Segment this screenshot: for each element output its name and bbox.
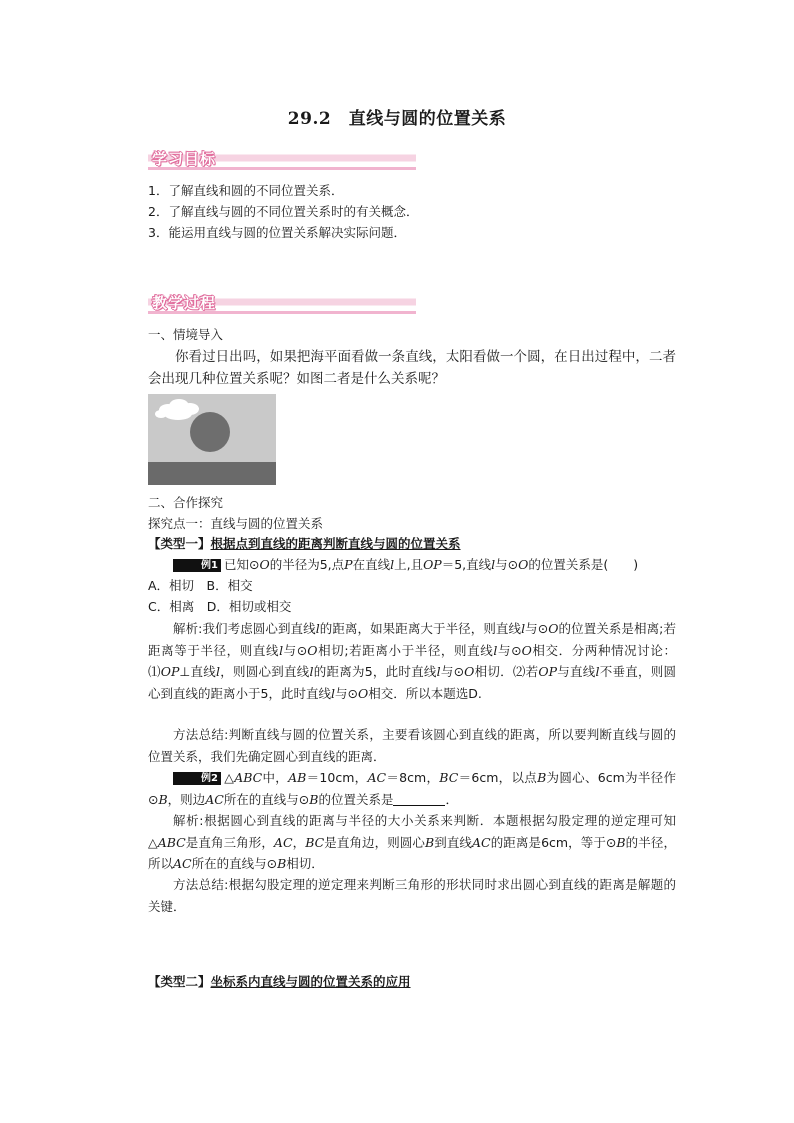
answer-blank: [393, 793, 445, 806]
type2-prefix: 【类型二】: [148, 974, 211, 989]
sunrise-figure: [148, 394, 276, 485]
section-heading-explore: 二、合作探究: [148, 495, 224, 510]
objectives-banner: [148, 148, 416, 170]
page-title: 29.2 直线与圆的位置关系: [287, 109, 507, 129]
example1-question: 例1 已知⊙O的半径为5,点P在直线l上,且OP＝5,直线l与⊙O的位置关系是( ): [148, 554, 676, 576]
objective-item-3: 3．能运用直线与圆的位置关系解决实际问题．: [148, 225, 406, 240]
intro-paragraph: 你看过日出吗，如果把海平面看做一条直线，太阳看做一个圆，在日出过程中，二者会出现几种位置关系呢？如图二者是什么关系呢？: [148, 349, 676, 387]
example2-badge: 例2: [173, 772, 221, 785]
sun-circle: [190, 412, 230, 452]
explore-point-1: 探究点一：直线与圆的位置关系: [148, 516, 324, 531]
example2-solution: 解析:根据圆心到直线的距离与半径的大小关系来判断．本题根据勾股定理的逆定理可知△ABC是直角三角形，AC，BC是直角边，则圆心B到直线AC的距离是6cm，等于⊙B的半径，所以AC所在的直线与⊙B相切．: [148, 813, 676, 871]
type1-heading: [148, 534, 461, 554]
objective-item-1: 1．了解直线和圆的不同位置关系．: [148, 183, 344, 198]
sunrise-illustration: [148, 394, 276, 485]
example1-options-cd: C．相离 D．相切或相交: [148, 599, 292, 614]
example2-question: 例2 △ABC中，AB＝10cm，AC＝8cm，BC＝6cm，以点B为圆心、6cm为半径作⊙B，则边AC所在的直线与⊙B的位置关系是 ．: [148, 770, 676, 807]
example2-summary: 方法总结:根据勾股定理的逆定理来判断三角形的形状同时求出圆心到直线的距离是解题的关键．: [148, 877, 676, 914]
section-heading-intro: 一、情境导入: [148, 327, 224, 342]
example1-badge: 例1: [173, 559, 221, 572]
example1-solution: 解析:我们考虑圆心到直线l的距离，如果距离大于半径，则直线l与⊙O的位置关系是相离;若距离等于半径，则直线l与⊙O相切;若距离小于半径，则直线l与⊙O相交．分两种情况讨论：⑴OP⊥直线l，则圆心到直线l的距离为5，此时直线l与⊙O相切．⑵若OP与直线l不垂直，则圆心到直线的距离小于5，此时直线l与⊙O相交．所以本题选D.: [148, 621, 676, 701]
example1-options-ab: A．相切 B．相交: [148, 578, 253, 593]
process-banner-label: 教学过程: [152, 294, 217, 312]
type1-prefix: 【类型一】: [148, 536, 211, 551]
process-banner: [148, 292, 416, 314]
objectives-banner-label: 学习目标: [152, 150, 217, 168]
type2-heading: [148, 972, 411, 992]
type2-title: 坐标系内直线与圆的位置关系的应用: [210, 974, 411, 989]
objective-item-2: 2．了解直线与圆的不同位置关系时的有关概念．: [148, 204, 419, 219]
type1-title: 根据点到直线的距离判断直线与圆的位置关系: [210, 536, 461, 551]
example1-summary: 方法总结:判断直线与圆的位置关系，主要看该圆心到直线的距离，所以要判断直线与圆的位置关系，我们先确定圆心到直线的距离．: [148, 727, 676, 764]
sea-horizon: [148, 462, 276, 485]
